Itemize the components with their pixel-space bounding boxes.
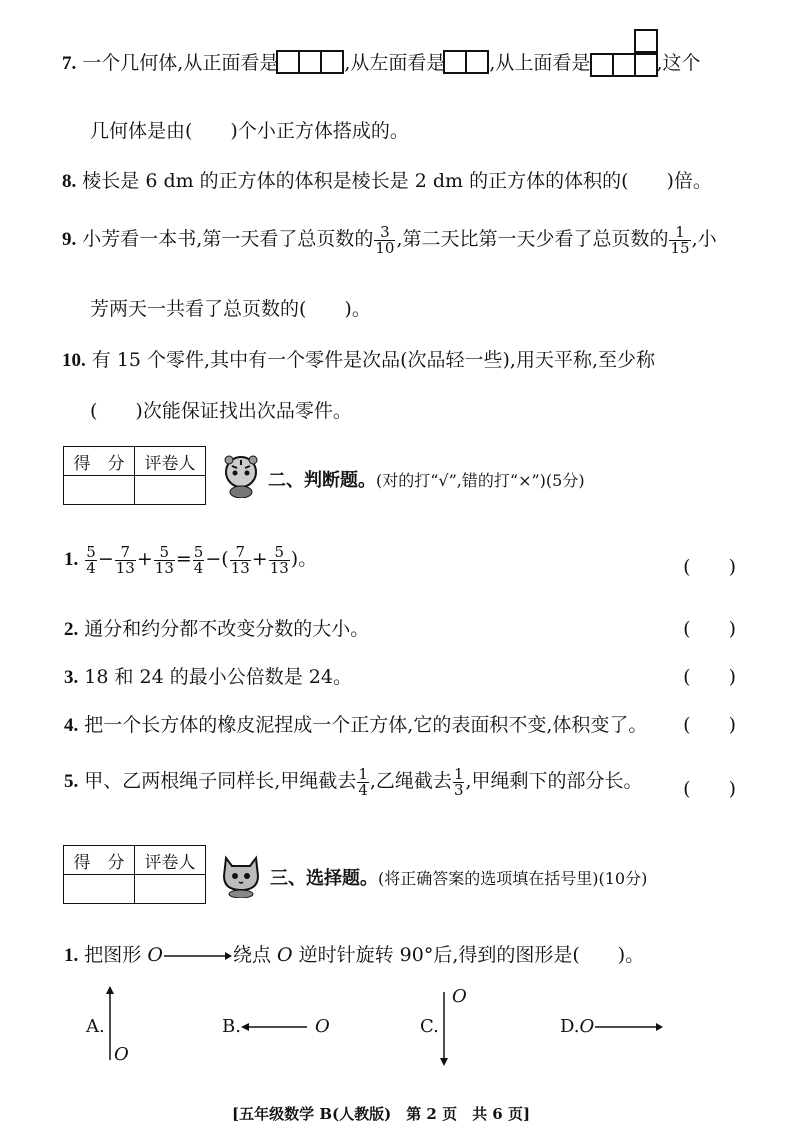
score-box (63, 446, 206, 505)
point-o-label: O (147, 944, 163, 966)
option-label: A. (86, 1016, 105, 1037)
question-text: ,乙绳截去 (369, 770, 452, 792)
option-label: B. (222, 1016, 241, 1037)
grader-cell[interactable] (135, 875, 206, 904)
fraction: $\frac{1}{3}$ (453, 764, 464, 799)
question-number: 3. (64, 667, 79, 688)
fraction: $\frac{7}{13}$ (115, 542, 135, 577)
question-number: 1. (64, 945, 79, 966)
top-view-figure (590, 53, 656, 75)
point-o-label: O (277, 944, 293, 966)
answer-paren[interactable]: ( ) (683, 714, 736, 736)
fraction: $\frac{5}{4}$ (193, 542, 204, 577)
question-text: ,第二天比第一天少看了总页数的 (396, 228, 669, 250)
score-box (63, 845, 206, 904)
question-7-line2: 几何体是由( )个小正方体搭成的。 (90, 120, 409, 142)
choice-1 (64, 940, 644, 967)
left-arrow-figure (241, 1021, 309, 1033)
question-number: 7. (62, 53, 77, 74)
score-cell[interactable] (64, 875, 135, 904)
fraction: $\frac{1}{4}$ (358, 764, 368, 799)
page-footer: [五年级数学 B(人教版) 第 2 页 共 6 页] (232, 1105, 531, 1123)
question-number: 5. (64, 771, 79, 792)
tiger-mascot-icon (218, 452, 264, 498)
option-label: D. (560, 1016, 580, 1037)
answer-paren[interactable]: ( ) (683, 778, 736, 800)
option-c[interactable] (420, 986, 467, 1037)
grader-label: 评卷人 (135, 846, 206, 875)
point-o-label: O (114, 1044, 129, 1065)
question-text: 逆时针旋转 90°后,得到的图形是( )。 (298, 944, 645, 966)
question-text: 18 和 24 的最小公倍数是 24。 (84, 666, 352, 688)
question-7 (62, 48, 700, 79)
answer-paren[interactable]: ( ) (683, 618, 736, 640)
question-8 (62, 166, 712, 193)
question-number: 8. (62, 171, 77, 192)
right-arrow-figure (163, 950, 233, 962)
point-o-label: O (579, 1016, 595, 1037)
fraction: $\frac{5}{4}$ (86, 542, 96, 577)
fraction: $\frac{7}{13}$ (230, 542, 250, 577)
question-9-line2: 芳两天一共看了总页数的( )。 (90, 298, 371, 320)
question-text: 把图形 (84, 944, 142, 966)
judge-3 (64, 662, 352, 689)
left-view-figure (445, 50, 489, 79)
question-text: ,这个 (656, 52, 701, 74)
score-label: 得 分 (64, 447, 135, 476)
question-text: 甲、乙两根绳子同样长,甲绳截去 (84, 770, 357, 792)
option-a[interactable] (86, 1016, 129, 1065)
question-number: 10. (62, 350, 86, 371)
score-label: 得 分 (64, 846, 135, 875)
question-10-line2: ( )次能保证找出次品零件。 (90, 400, 352, 422)
judge-2 (64, 614, 369, 641)
grader-cell[interactable] (135, 476, 206, 505)
question-9 (62, 224, 717, 256)
question-text: 有 15 个零件,其中有一个零件是次品(次品轻一些),用天平称,至少称 (91, 349, 655, 371)
question-text: 通分和约分都不改变分数的大小。 (84, 618, 370, 640)
question-text: 一个几何体,从正面看是 (82, 52, 279, 74)
question-text: ,甲绳剩下的部分长。 (465, 770, 643, 792)
question-text: 小芳看一本书,第一天看了总页数的 (82, 228, 374, 250)
question-text: 把一个长方体的橡皮泥捏成一个正方体,它的表面积不变,体积变了。 (84, 714, 648, 736)
section-2-title: 二、判断题。(对的打“√”,错的打“×”)(5分) (268, 470, 585, 491)
grader-label: 评卷人 (135, 447, 206, 476)
down-arrow-figure (438, 992, 452, 1068)
question-text: ,从上面看是 (489, 52, 591, 74)
question-number: 2. (64, 619, 79, 640)
judge-1: 1. $\frac{5}{4}$ − $\frac{7}{13}$ + $\frac{5}{13}$ = $\frac{5}{4}$ −( $\frac{7}{13}$ + $\frac{5}{13}$ )。 (64, 542, 318, 577)
option-b[interactable] (222, 1016, 330, 1037)
option-label: C. (420, 1016, 439, 1037)
fraction: $\frac{5}{13}$ (269, 542, 289, 577)
option-d[interactable] (560, 1016, 664, 1037)
question-number: 1. (64, 549, 79, 570)
fraction: $\frac{5}{13}$ (154, 542, 174, 577)
fraction: $\frac{1}{15}$ (670, 222, 690, 257)
answer-paren[interactable]: ( ) (683, 666, 736, 688)
judge-4 (64, 710, 647, 737)
point-o-label: O (314, 1016, 330, 1037)
cat-mascot-icon (218, 852, 264, 898)
point-o-label: O (452, 986, 467, 1007)
question-text: 绕点 (232, 944, 271, 966)
question-text: ,小 (691, 228, 717, 250)
front-view-figure (278, 50, 344, 79)
score-cell[interactable] (64, 476, 135, 505)
judge-5 (64, 766, 643, 798)
question-10 (62, 345, 655, 372)
question-text: ,从左面看是 (344, 52, 446, 74)
section-3-title: 三、选择题。(将正确答案的选项填在括号里)(10分) (270, 868, 648, 889)
question-number: 9. (62, 229, 77, 250)
question-number: 4. (64, 715, 79, 736)
right-arrow-figure (594, 1021, 664, 1033)
question-text: 棱长是 6 dm 的正方体的体积是棱长是 2 dm 的正方体的体积的( )倍。 (82, 170, 712, 192)
answer-paren[interactable]: ( ) (683, 556, 736, 578)
fraction: $\frac{3}{10}$ (375, 222, 395, 257)
